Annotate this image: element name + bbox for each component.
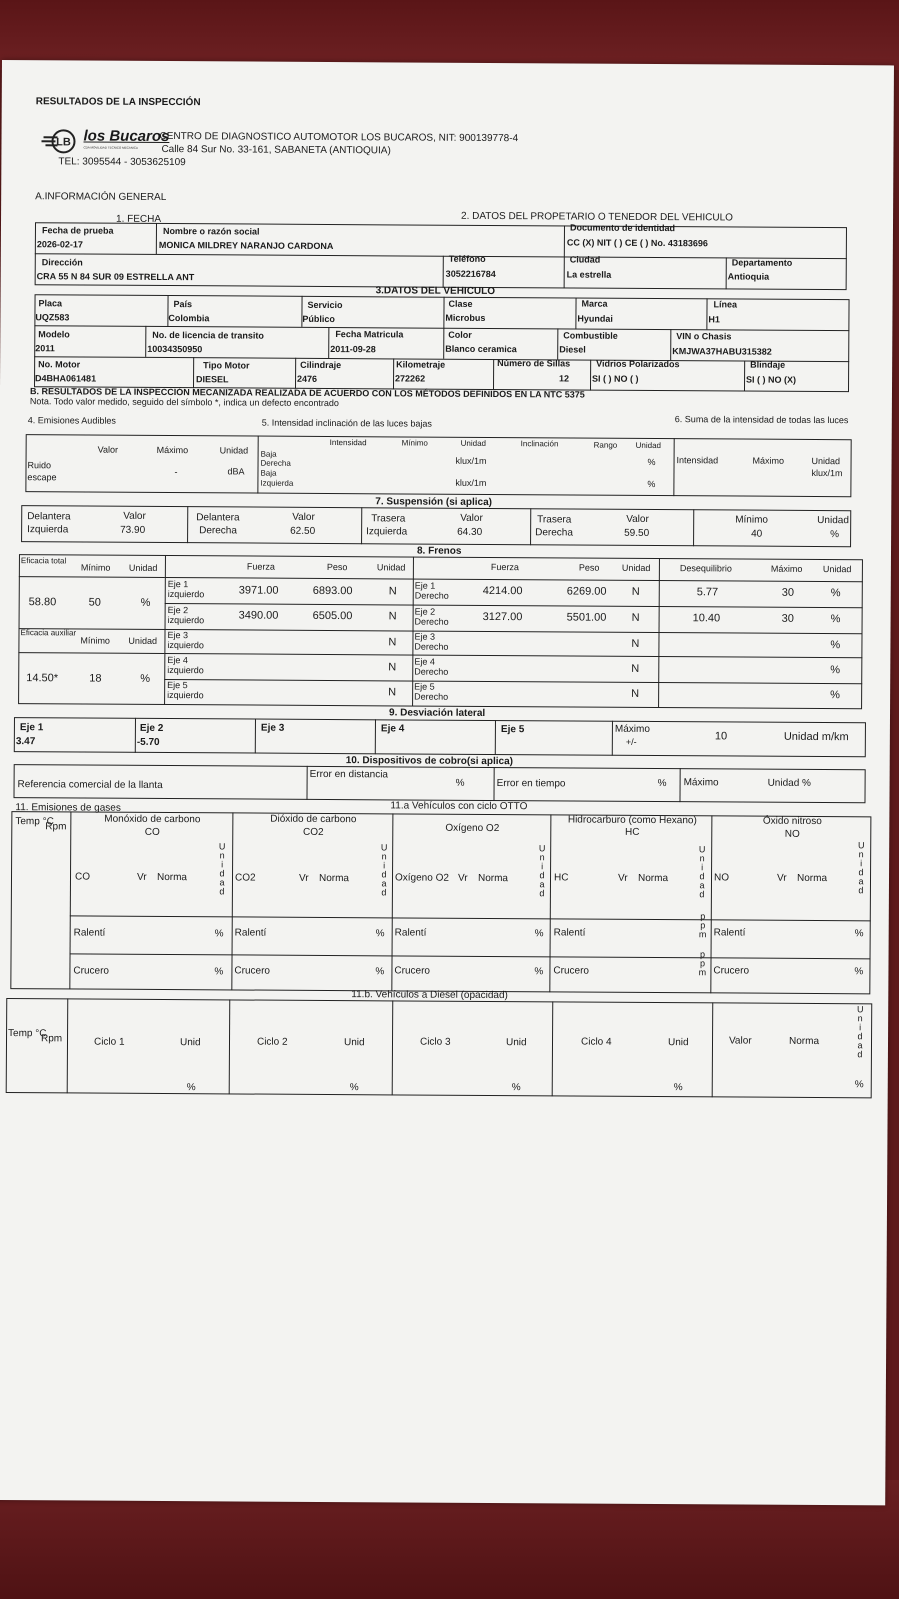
ciclo1-label: Ciclo 1 xyxy=(93,1036,125,1048)
placa-label: Placa xyxy=(38,298,63,309)
no-title: Óxido nitroso xyxy=(762,815,822,828)
luces-rango-label: Rango xyxy=(593,440,618,450)
eje3-izq-unit: N xyxy=(388,636,397,649)
gases-rpm-label: Rpm xyxy=(45,821,67,833)
hc-ralenti-unit: p p m xyxy=(698,911,707,940)
eje3-der-label: Eje 3 xyxy=(414,631,436,642)
co-vr-label: Vr xyxy=(136,871,147,883)
co2-crucero-unit: % xyxy=(375,966,385,978)
cobro-maximo-label: Máximo xyxy=(683,777,719,789)
ruido-label: Ruido xyxy=(27,460,52,471)
luz-izq-pct: % xyxy=(647,478,656,489)
susp-unidad-label: Unidad xyxy=(817,514,849,527)
eje2-der-label: Eje 2 xyxy=(414,606,436,617)
section-b-title: B. RESULTADOS DE LA INSPECCIÓN MECANIZADA REALIZADA DE ACUERDO CON LOS MÉTODOS DEFINIDOS EN LA NTC 5375 xyxy=(29,386,585,400)
matricula-label: Fecha Matricula xyxy=(335,329,404,340)
fuerza-izq-label: Fuerza xyxy=(246,561,275,572)
eje4-izq-sub: izquierdo xyxy=(167,665,204,676)
o2-norma-label: Norma xyxy=(477,872,509,885)
ciclo3-unit: % xyxy=(511,1082,521,1094)
eje4-der-unit: N xyxy=(631,662,640,675)
eje5-izq-label: Eje 5 xyxy=(167,680,188,691)
eje1-maximo: 30 xyxy=(781,586,795,599)
ea-unidad-label: Unidad xyxy=(128,635,158,646)
desv-eje1-value: 3.47 xyxy=(15,736,36,748)
co2-vr-label: Vr xyxy=(298,872,309,884)
ciclo4-label: Ciclo 4 xyxy=(580,1036,612,1048)
cobro-heading: 10. Dispositivos de cobro(si aplica) xyxy=(345,755,514,768)
hc-crucero-unit: p p m xyxy=(698,949,707,978)
desv-pm-label: +/- xyxy=(625,736,637,747)
otto-heading: 11.a Vehículos con ciclo OTTO xyxy=(390,800,528,813)
ciudad-value: La estrella xyxy=(566,269,612,280)
kilometraje-label: Kilometraje xyxy=(396,359,446,370)
diesel-valor-label: Valor xyxy=(728,1035,752,1047)
vin-label: VIN o Chasis xyxy=(676,331,732,342)
susp-valor3-label: Valor xyxy=(460,512,483,524)
blindaje-label: Blindaje xyxy=(750,359,786,370)
eje3-unit: % xyxy=(830,639,841,652)
escape-label: escape xyxy=(27,472,57,483)
cilindraje-value: 2476 xyxy=(297,373,318,384)
audibles-max-value: - xyxy=(174,467,178,478)
eje4-der-label: Eje 4 xyxy=(414,656,435,667)
desv-eje1-label: Eje 1 xyxy=(19,722,44,734)
gases-heading: 11. Emisiones de gases xyxy=(15,802,121,814)
marca-value: Hyundai xyxy=(577,313,613,324)
eje2-izq-unit: N xyxy=(388,610,397,623)
susp-tra-der-label: Trasera xyxy=(537,514,572,526)
desv-eje2-label: Eje 2 xyxy=(139,722,164,734)
eje5-der-label: Eje 5 xyxy=(414,681,435,692)
logo-subtext: CDA MOVILIDAD TECNICO MECANICA xyxy=(83,145,138,150)
eje2-der-unit: N xyxy=(631,611,640,624)
eje2-izq-label: Eje 2 xyxy=(167,605,189,616)
o2-row-label: Oxígeno O2 xyxy=(394,872,449,884)
eje1-izq-label: Eje 1 xyxy=(167,579,189,590)
luces-minimo-label: Mínimo xyxy=(401,438,428,448)
eje4-izq-label: Eje 4 xyxy=(167,655,188,666)
cobro-dist-pct: % xyxy=(455,777,465,789)
et-minimo-label: Mínimo xyxy=(80,562,111,573)
et-unidad-label: Unidad xyxy=(128,562,158,573)
susp-valor2-label: Valor xyxy=(292,511,315,523)
co-ralenti-unit: % xyxy=(214,928,224,940)
eje1-unit: % xyxy=(830,587,841,600)
co2-formula: CO2 xyxy=(302,826,324,838)
co-formula: CO xyxy=(144,826,160,838)
doc-label: Documento de identidad xyxy=(569,222,676,234)
frenos-heading: 8. Frenos xyxy=(416,545,462,557)
co-ralenti: Ralentí xyxy=(73,927,106,939)
o2-unidad-vertical: U n i d a d xyxy=(538,843,546,899)
eje5-unit: % xyxy=(830,689,840,702)
background-top xyxy=(0,0,899,70)
eje2-der-sub: Derecho xyxy=(414,616,449,627)
no-row-label: NO xyxy=(713,872,730,884)
eje3-der-sub: Derecho xyxy=(414,641,449,652)
suma-intensidad-label: Intensidad xyxy=(676,455,719,466)
ciclo4-unit: % xyxy=(673,1082,683,1094)
eje1-izq-fuerza: 3971.00 xyxy=(238,584,279,597)
susp-del-der-value: 62.50 xyxy=(290,525,316,537)
luz-derecha-label: Derecha xyxy=(260,458,291,468)
desequilibrio-label: Desequilibrio xyxy=(679,563,732,574)
co2-title: Dióxido de carbono xyxy=(270,813,357,826)
desv-eje5-label: Eje 5 xyxy=(500,724,525,736)
o2-ralenti-unit: % xyxy=(534,928,544,940)
eje5-izq-unit: N xyxy=(388,686,397,699)
eje2-der-fuerza: 3127.00 xyxy=(482,610,523,624)
luces-intensidad-label: Intensidad xyxy=(329,438,367,448)
hc-ralenti: Ralentí xyxy=(553,927,586,939)
eje5-izq-sub: izquierdo xyxy=(167,690,204,701)
ciclo3-unid-label: Unid xyxy=(505,1037,527,1049)
section-a-title: A.INFORMACIÓN GENERAL xyxy=(35,191,167,204)
eje1-izq-peso: 6893.00 xyxy=(312,584,353,598)
susp-del-izq-value: 73.90 xyxy=(120,524,146,536)
desv-eje4-label: Eje 4 xyxy=(380,723,405,735)
hc-norma-label: Norma xyxy=(637,872,669,885)
audibles-maximo-label: Máximo xyxy=(156,444,189,456)
suma-unidad-label: Unidad xyxy=(811,455,841,467)
eje1-der-label: Eje 1 xyxy=(414,580,436,591)
eje2-izq-sub: izquierdo xyxy=(167,615,205,626)
o2-crucero: Crucero xyxy=(394,965,431,977)
co-crucero-unit: % xyxy=(214,966,224,978)
section-b-note: Nota. Todo valor medido, seguido del símbolo *, indica un defecto encontrado xyxy=(29,396,339,409)
direccion-value: CRA 55 N 84 SUR 09 ESTRELLA ANT xyxy=(36,271,195,283)
logo-initials: LB xyxy=(56,136,71,149)
pais-label: País xyxy=(173,299,193,310)
susp-unidad-value: % xyxy=(830,529,840,541)
co-row-label: CO xyxy=(74,871,91,883)
blindaje-value: SI ( ) NO (X) xyxy=(746,374,797,385)
susp-valor4-label: Valor xyxy=(626,513,649,525)
servicio-label: Servicio xyxy=(307,299,343,311)
fecha-label: Fecha de prueba xyxy=(41,225,114,236)
susp-minimo-label: Mínimo xyxy=(735,514,769,526)
suma-luces-heading: 6. Suma de la intensidad de todas las luces xyxy=(674,414,849,426)
susp-tra-izq-value: 64.30 xyxy=(457,526,483,538)
telefono-value: 3052216784 xyxy=(445,268,496,280)
eficacia-auxiliar-unit: % xyxy=(140,672,151,685)
luces-unidad2-label: Unidad xyxy=(635,440,662,451)
eje5-der-sub: Derecho xyxy=(414,691,449,702)
doc-value: CC (X) NIT ( ) CE ( ) No. 43183696 xyxy=(566,237,708,249)
eficacia-total-unit: % xyxy=(140,596,151,609)
licencia-label: No. de licencia de transito xyxy=(152,329,264,341)
susp-minimo-value: 40 xyxy=(751,528,763,540)
susp-valor1-label: Valor xyxy=(123,510,146,522)
sillas-label: Número de Sillas xyxy=(497,358,571,369)
suma-maximo-label: Máximo xyxy=(752,455,785,466)
hc-crucero: Crucero xyxy=(553,965,590,977)
eje1-izq-unit: N xyxy=(388,585,397,598)
vin-value: KMJWA37HABU315382 xyxy=(672,346,772,357)
cilindraje-label: Cilindraje xyxy=(300,359,342,371)
co2-row-label: CO2 xyxy=(234,872,256,884)
center-name: CENTRO DE DIAGNOSTICO AUTOMOTOR LOS BUCAROS, NIT: 900139778-4 xyxy=(159,130,519,145)
propietario-heading: 2. DATOS DEL PROPETARIO O TENEDOR DEL VEHICULO xyxy=(461,210,734,224)
motor-label: No. Motor xyxy=(38,359,81,370)
color-label: Color xyxy=(448,329,472,340)
eficacia-total-value: 58.80 xyxy=(28,596,57,609)
eficacia-auxiliar-min: 18 xyxy=(89,672,102,685)
modelo-label: Modelo xyxy=(38,329,70,340)
clase-label: Clase xyxy=(448,298,473,309)
emissions-lights-table xyxy=(25,434,851,497)
co-crucero: Crucero xyxy=(73,965,110,977)
susp-derecha-label: Derecha xyxy=(199,525,237,537)
diesel-temp-label: Temp °C xyxy=(8,1028,47,1040)
diesel-table xyxy=(6,998,873,1098)
no-formula: NO xyxy=(784,828,800,840)
kilometraje-value: 272262 xyxy=(395,373,426,384)
hc-row-label: HC xyxy=(553,872,569,884)
matricula-value: 2011-09-28 xyxy=(330,344,376,355)
diesel-norma-label: Norma xyxy=(788,1035,820,1048)
vidrios-label: Vidrios Polarizados xyxy=(596,358,680,370)
audibles-valor-label: Valor xyxy=(97,444,118,455)
eje1-der-fuerza: 4214.00 xyxy=(482,584,523,598)
deseq-unidad-label: Unidad xyxy=(822,564,852,575)
desv-eje3-label: Eje 3 xyxy=(260,722,285,734)
luz-baja-izq-label: Baja xyxy=(260,468,277,478)
eje4-izq-unit: N xyxy=(388,661,397,674)
no-norma-label: Norma xyxy=(796,872,828,885)
eje3-der-unit: N xyxy=(631,637,640,650)
center-address: Calle 84 Sur No. 33-161, SABANETA (ANTIOQUIA) xyxy=(161,143,391,157)
desv-eje2-value: -5.70 xyxy=(136,736,160,748)
eje1-der-sub: Derecho xyxy=(414,590,449,601)
suma-unit-value: klux/1m xyxy=(811,467,843,479)
audibles-unit-value: dBA xyxy=(227,466,245,477)
inspection-report-paper xyxy=(0,60,894,1505)
susp-tra-derecha-label: Derecha xyxy=(535,527,573,539)
cobro-referencia-label: Referencia comercial de la llanta xyxy=(17,779,163,791)
eje4-der-sub: Derecho xyxy=(414,666,449,677)
eje2-unit: % xyxy=(830,613,841,626)
gases-temp-label: Temp °C xyxy=(15,816,54,828)
o2-vr-label: Vr xyxy=(457,872,468,884)
ciudad-label: Ciudad xyxy=(569,254,601,265)
luces-heading: 5. Intensidad inclinación de las luces bajas xyxy=(261,417,432,429)
linea-label: Línea xyxy=(713,299,738,310)
eje3-izq-sub: izquierdo xyxy=(167,640,204,651)
combustible-label: Combustible xyxy=(563,330,618,341)
eje2-izq-fuerza: 3490.00 xyxy=(238,609,279,622)
nombre-value: MONICA MILDREY NARANJO CARDONA xyxy=(158,239,334,252)
eje2-der-peso: 5501.00 xyxy=(566,611,607,624)
eje5-der-unit: N xyxy=(631,687,640,700)
co2-ralenti-unit: % xyxy=(375,928,385,940)
color-value: Blanco ceramica xyxy=(445,343,517,355)
eje4-unit: % xyxy=(830,664,841,677)
nombre-label: Nombre o razón social xyxy=(162,225,260,237)
co-unidad-vertical: U n i d a d xyxy=(218,841,226,897)
eje1-der-unit: N xyxy=(631,585,640,598)
susp-del-izq-label: Delantera xyxy=(27,511,71,523)
co2-ralenti: Ralentí xyxy=(234,927,267,939)
placa-value: UQZ583 xyxy=(35,312,70,323)
ea-minimo-label: Mínimo xyxy=(80,635,111,646)
susp-tra-izquierda-label: Izquierda xyxy=(366,526,408,538)
hc-title: Hidrocarburo (como Hexano) xyxy=(567,814,697,827)
fecha-value: 2026-02-17 xyxy=(36,239,83,250)
co2-crucero: Crucero xyxy=(234,965,271,977)
eje2-desequilibrio: 10.40 xyxy=(692,612,721,625)
departamento-value: Antioquia xyxy=(727,271,770,282)
cobro-unidad-label: Unidad % xyxy=(767,777,811,789)
eje2-maximo: 30 xyxy=(781,612,794,625)
eje2-izq-peso: 6505.00 xyxy=(312,609,353,623)
ciclo3-label: Ciclo 3 xyxy=(419,1036,451,1048)
servicio-value: Público xyxy=(302,313,335,325)
no-ralenti-unit: % xyxy=(854,928,864,940)
peso-der-label: Peso xyxy=(578,562,600,573)
no-vr-label: Vr xyxy=(776,872,787,884)
eje1-der-peso: 6269.00 xyxy=(566,585,607,598)
luz-izquierda-label: Izquierda xyxy=(260,478,294,488)
linea-value: H1 xyxy=(708,314,720,325)
susp-tra-der-value: 59.50 xyxy=(624,527,650,539)
eficacia-auxiliar-value: 14.50* xyxy=(26,672,59,685)
diesel-unidad-vertical: U n i d a d xyxy=(856,1004,864,1060)
no-crucero-unit: % xyxy=(854,966,864,978)
desv-maximo-label: Máximo xyxy=(614,723,650,735)
luces-inclinacion-label: Inclinación xyxy=(520,439,559,449)
unidad-der-label: Unidad xyxy=(621,562,651,573)
o2-title: Oxígeno O2 xyxy=(445,822,500,835)
audibles-heading: 4. Emisiones Audibles xyxy=(27,415,116,426)
motor-value: D4BHA061481 xyxy=(35,373,97,384)
eficacia-auxiliar-label: Eficacia auxiliar xyxy=(20,628,77,638)
diesel-rpm-label: Rpm xyxy=(40,1033,63,1045)
vehiculo-heading: 3.DATOS DEL VEHICULO xyxy=(375,285,496,298)
eje1-izq-sub: izquierdo xyxy=(167,589,205,600)
hc-vr-label: Vr xyxy=(617,872,628,884)
modelo-value: 2011 xyxy=(35,343,55,354)
sillas-value: 12 xyxy=(559,373,570,384)
diesel-unit: % xyxy=(854,1079,864,1091)
licencia-value: 10034350950 xyxy=(147,343,203,355)
no-ralenti: Ralentí xyxy=(713,927,746,939)
fuerza-der-label: Fuerza xyxy=(490,561,519,573)
no-unidad-vertical: U n i d a d xyxy=(857,840,865,896)
luz-izq-unit: klux/1m xyxy=(455,477,487,488)
direccion-label: Dirección xyxy=(41,257,83,268)
logo-emblem-icon xyxy=(41,127,81,155)
suspension-heading: 7. Suspensión (si aplica) xyxy=(375,496,493,509)
luz-der-pct: % xyxy=(647,456,656,467)
pais-value: Colombia xyxy=(168,313,210,324)
diesel-heading: 11.b. Vehículos a Diesel (opacidad) xyxy=(351,989,508,1002)
luz-baja-der-label: Baja xyxy=(260,449,277,459)
hc-unidad-vertical: U n i d a d xyxy=(698,844,706,900)
eje1-desequilibrio: 5.77 xyxy=(696,586,719,599)
luz-der-unit: klux/1m xyxy=(455,455,487,466)
susp-tra-izq-label: Trasera xyxy=(371,513,406,525)
vidrios-value: SI ( ) NO ( ) xyxy=(592,373,639,384)
co-norma-label: Norma xyxy=(156,871,188,884)
telefono-label: Teléfono xyxy=(448,253,486,264)
logo-text: los Bucaros xyxy=(83,127,170,146)
ciclo2-unid-label: Unid xyxy=(343,1037,365,1049)
tipo-motor-value: DIESEL xyxy=(196,374,229,385)
report-title: RESULTADOS DE LA INSPECCIÓN xyxy=(35,96,201,109)
eje3-izq-label: Eje 3 xyxy=(167,630,189,641)
eficacia-total-label: Eficacia total xyxy=(20,556,67,566)
marca-label: Marca xyxy=(581,298,608,309)
hc-formula: HC xyxy=(625,826,640,838)
co-title: Monóxido de carbono xyxy=(104,813,201,826)
ciclo2-unit: % xyxy=(349,1082,359,1094)
combustible-value: Diesel xyxy=(559,344,586,355)
desviacion-heading: 9. Desviación lateral xyxy=(388,707,486,719)
cobro-error-distancia-label: Error en distancia xyxy=(309,768,389,781)
ciclo2-label: Ciclo 2 xyxy=(256,1036,288,1048)
deseq-maximo-label: Máximo xyxy=(770,563,803,574)
tipo-motor-label: Tipo Motor xyxy=(203,360,250,371)
clase-value: Microbus xyxy=(445,312,486,323)
ciclo1-unid-label: Unid xyxy=(179,1037,201,1049)
audibles-unidad-label: Unidad xyxy=(219,445,249,456)
no-crucero: Crucero xyxy=(713,965,750,977)
luces-unidad-label: Unidad xyxy=(460,438,487,448)
desv-maximo-value: 10 xyxy=(714,730,728,743)
susp-izquierda-label: Izquierda xyxy=(27,524,69,536)
peso-izq-label: Peso xyxy=(326,561,348,573)
departamento-label: Departamento xyxy=(731,257,793,268)
unidad-izq-label: Unidad xyxy=(376,562,406,573)
desv-unidad: Unidad m/km xyxy=(783,730,849,744)
center-phone: TEL: 3095544 - 3053625109 xyxy=(58,156,186,169)
o2-ralenti: Ralentí xyxy=(394,927,427,939)
o2-crucero-unit: % xyxy=(534,966,544,978)
cobro-error-tiempo-label: Error en tiempo xyxy=(496,778,566,790)
cobro-tiempo-pct: % xyxy=(657,778,667,790)
co2-norma-label: Norma xyxy=(318,872,350,885)
fecha-heading: 1. FECHA xyxy=(115,213,162,225)
eficacia-total-min: 50 xyxy=(88,596,101,609)
co2-unidad-vertical: U n i d a d xyxy=(380,842,388,898)
ciclo4-unid-label: Unid xyxy=(667,1037,689,1049)
susp-del-der-label: Delantera xyxy=(196,512,240,524)
ciclo1-unit: % xyxy=(186,1082,196,1094)
